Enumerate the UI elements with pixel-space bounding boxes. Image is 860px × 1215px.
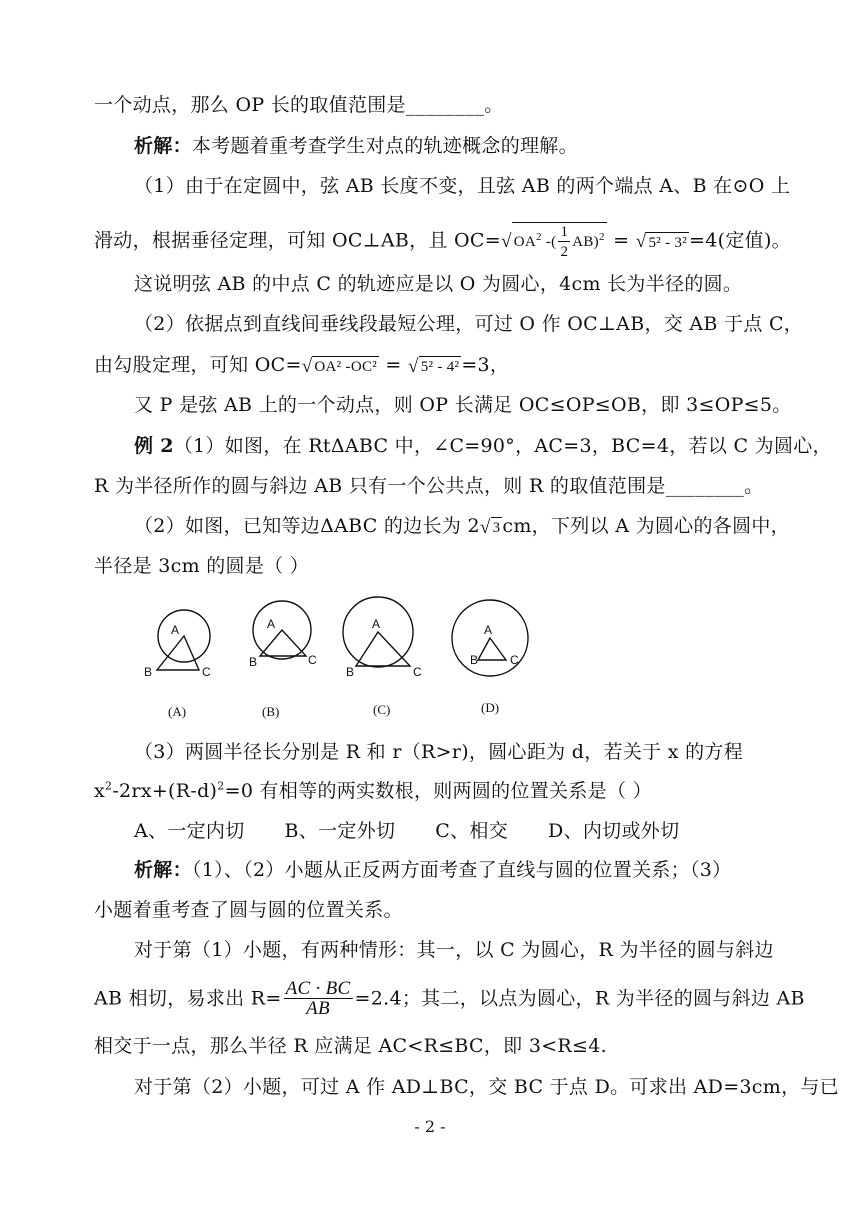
example-2-text: （1）如图，在 RtΔABC 中，∠C=90°，AC=3，BC=4，若以 C 为圆心， (173, 435, 832, 457)
text-line-11 (134, 513, 790, 541)
figure-d-label-c: C (510, 653, 519, 667)
text-line-19-b: =2.4；其二，以点为圆心，R 为半径的圆与斜边 AB (354, 987, 805, 1010)
figure-caption-a: (A) (168, 704, 187, 719)
figure-b-triangle (260, 630, 306, 656)
text-line-8: 又 P 是弦 AB 上的一个动点，则 OP 长满足 OC≤OP≤OB，即 3≤OP≤5。 (134, 394, 792, 416)
text-line-5: 这说明弦 AB 的中点 C 的轨迹应是以 O 为圆心，4cm 长为半径的圆。 (134, 273, 743, 295)
figure-circles-triangles (134, 594, 534, 734)
text-line-12: 半径是 3cm 的圆是（ ） (94, 555, 310, 577)
text-line-1: 一个动点，那么 OP 长的取值范围是________。 (94, 94, 504, 116)
text-line-11-a: （2）如图，已知等边ΔABC 的边长为 2 (134, 515, 480, 537)
formula-sqrt-oa-half-ab: √ $OA^2$ -( $\frac{1}{2}$ AB)$^2$ (500, 224, 605, 260)
option-d: D、内切或外切 (548, 820, 680, 842)
text-line-10: R 为半径所作的圆与斜边 AB 只有一个公共点，则 R 的取值范围是________。 (94, 475, 764, 497)
analysis-label-2: 析解： (134, 859, 192, 881)
option-c: C、相交 (435, 820, 509, 842)
figure-b-label-b: B (249, 655, 258, 669)
figure-a-label-a: A (171, 623, 180, 637)
formula-sqrt-5-3: √ 5² - 3² (635, 231, 688, 252)
text-line-14: $x^2-2rx+(R-d)^2=0$ 有相等的两实数根，则两圆的位置关系是（ ） (94, 779, 652, 802)
text-line-20: 相交于一点，那么半径 R 应满足 AC<R≤BC，即 3<R≤4. (94, 1035, 607, 1057)
page-number: - 2 - (414, 1117, 446, 1136)
text-line-21: 对于第（2）小题，可过 A 作 AD⊥BC，交 BC 于点 D。可求出 AD=3cm，与已 (134, 1076, 839, 1098)
text-line-19 (94, 980, 805, 1019)
formula-sqrt-oa-oc: √ OA² -OC² (301, 355, 378, 377)
text-line-4: 滑动，根据垂径定理，可知 OC⊥AB，且 OC=√ $OA^2$ -( $\frac{1}{2}$ AB)$^2$ = √ 5² - 3² =4(定值)。 (94, 224, 791, 260)
example-2-label: 例 2 (134, 435, 174, 457)
text-line-16 (134, 857, 731, 883)
text-line-17: 小题着重考查了圆与圆的位置关系。 (94, 899, 403, 921)
figure-c-label-b: B (346, 665, 355, 679)
text-line-7-a: 由勾股定理，可知 OC= (94, 354, 302, 376)
figure-b-label-a: A (267, 617, 276, 631)
figure-b-label-c: C (308, 653, 317, 667)
text-line-3: （1）由于在定圆中，弦 AB 长度不变，且弦 AB 的两个端点 A、B 在⊙O 上 (134, 175, 791, 197)
option-b: B、一定外切 (284, 820, 396, 842)
analysis-text: 本考题着重考查学生对点的轨迹概念的理解。 (191, 135, 578, 157)
figure-a-triangle (157, 636, 199, 670)
figure-c-label-c: C (413, 665, 422, 679)
figure-d-label-b: B (470, 653, 479, 667)
text-line-6: （2）依据点到直线间垂线段最短公理，可过 O 作 OC⊥AB，交 AB 于点 C， (134, 313, 804, 335)
figure-caption-b: (B) (262, 704, 280, 719)
text-line-4-a: 滑动，根据垂径定理，可知 OC⊥AB，且 OC= (94, 229, 501, 252)
figure-caption-c: (C) (373, 702, 391, 717)
analysis-label: 析解： (134, 135, 192, 157)
analysis-text-2: （1）、（2）小题从正反两方面考查了直线与圆的位置关系；（3） (191, 859, 732, 881)
text-line-2 (134, 133, 578, 159)
text-line-7-b: =3， (461, 354, 510, 376)
text-line-15 (134, 818, 679, 844)
figure-d-triangle (478, 638, 506, 660)
formula-fraction-ac-bc-ab: $\frac{AC \cdot BC}{AB}$ (285, 978, 351, 1019)
text-line-19-a: AB 相切，易求出 R= (94, 987, 282, 1010)
text-line-18: 对于第（1）小题，有两种情形：其一，以 C 为圆心，R 为半径的圆与斜边 (134, 939, 774, 961)
option-a: A、一定内切 (134, 820, 245, 842)
figure-a-label-b: B (144, 665, 153, 679)
formula-sqrt-5-4: √ 5² - 4² (407, 355, 460, 377)
text-line-13: （3）两圆半径长分别是 R 和 r（R>r)，圆心距为 d，若关于 x 的方程 (134, 741, 744, 763)
text-line-4-b: =4(定值)。 (689, 229, 791, 252)
formula-sqrt-3: √ 3 (479, 516, 501, 538)
text-line-7: 由勾股定理，可知 OC=√ OA² -OC² = √ 5² - 4² =3， (94, 354, 510, 377)
figure-c-label-a: A (372, 617, 381, 631)
text-line-9 (134, 433, 832, 459)
figure-caption-d: (D) (481, 700, 500, 715)
text-line-11-b: cm，下列以 A 为圆心的各圆中， (502, 515, 790, 537)
figure-a-label-c: C (202, 665, 211, 679)
figure-d-label-a: A (484, 623, 493, 637)
figure-c-triangle (356, 632, 410, 666)
